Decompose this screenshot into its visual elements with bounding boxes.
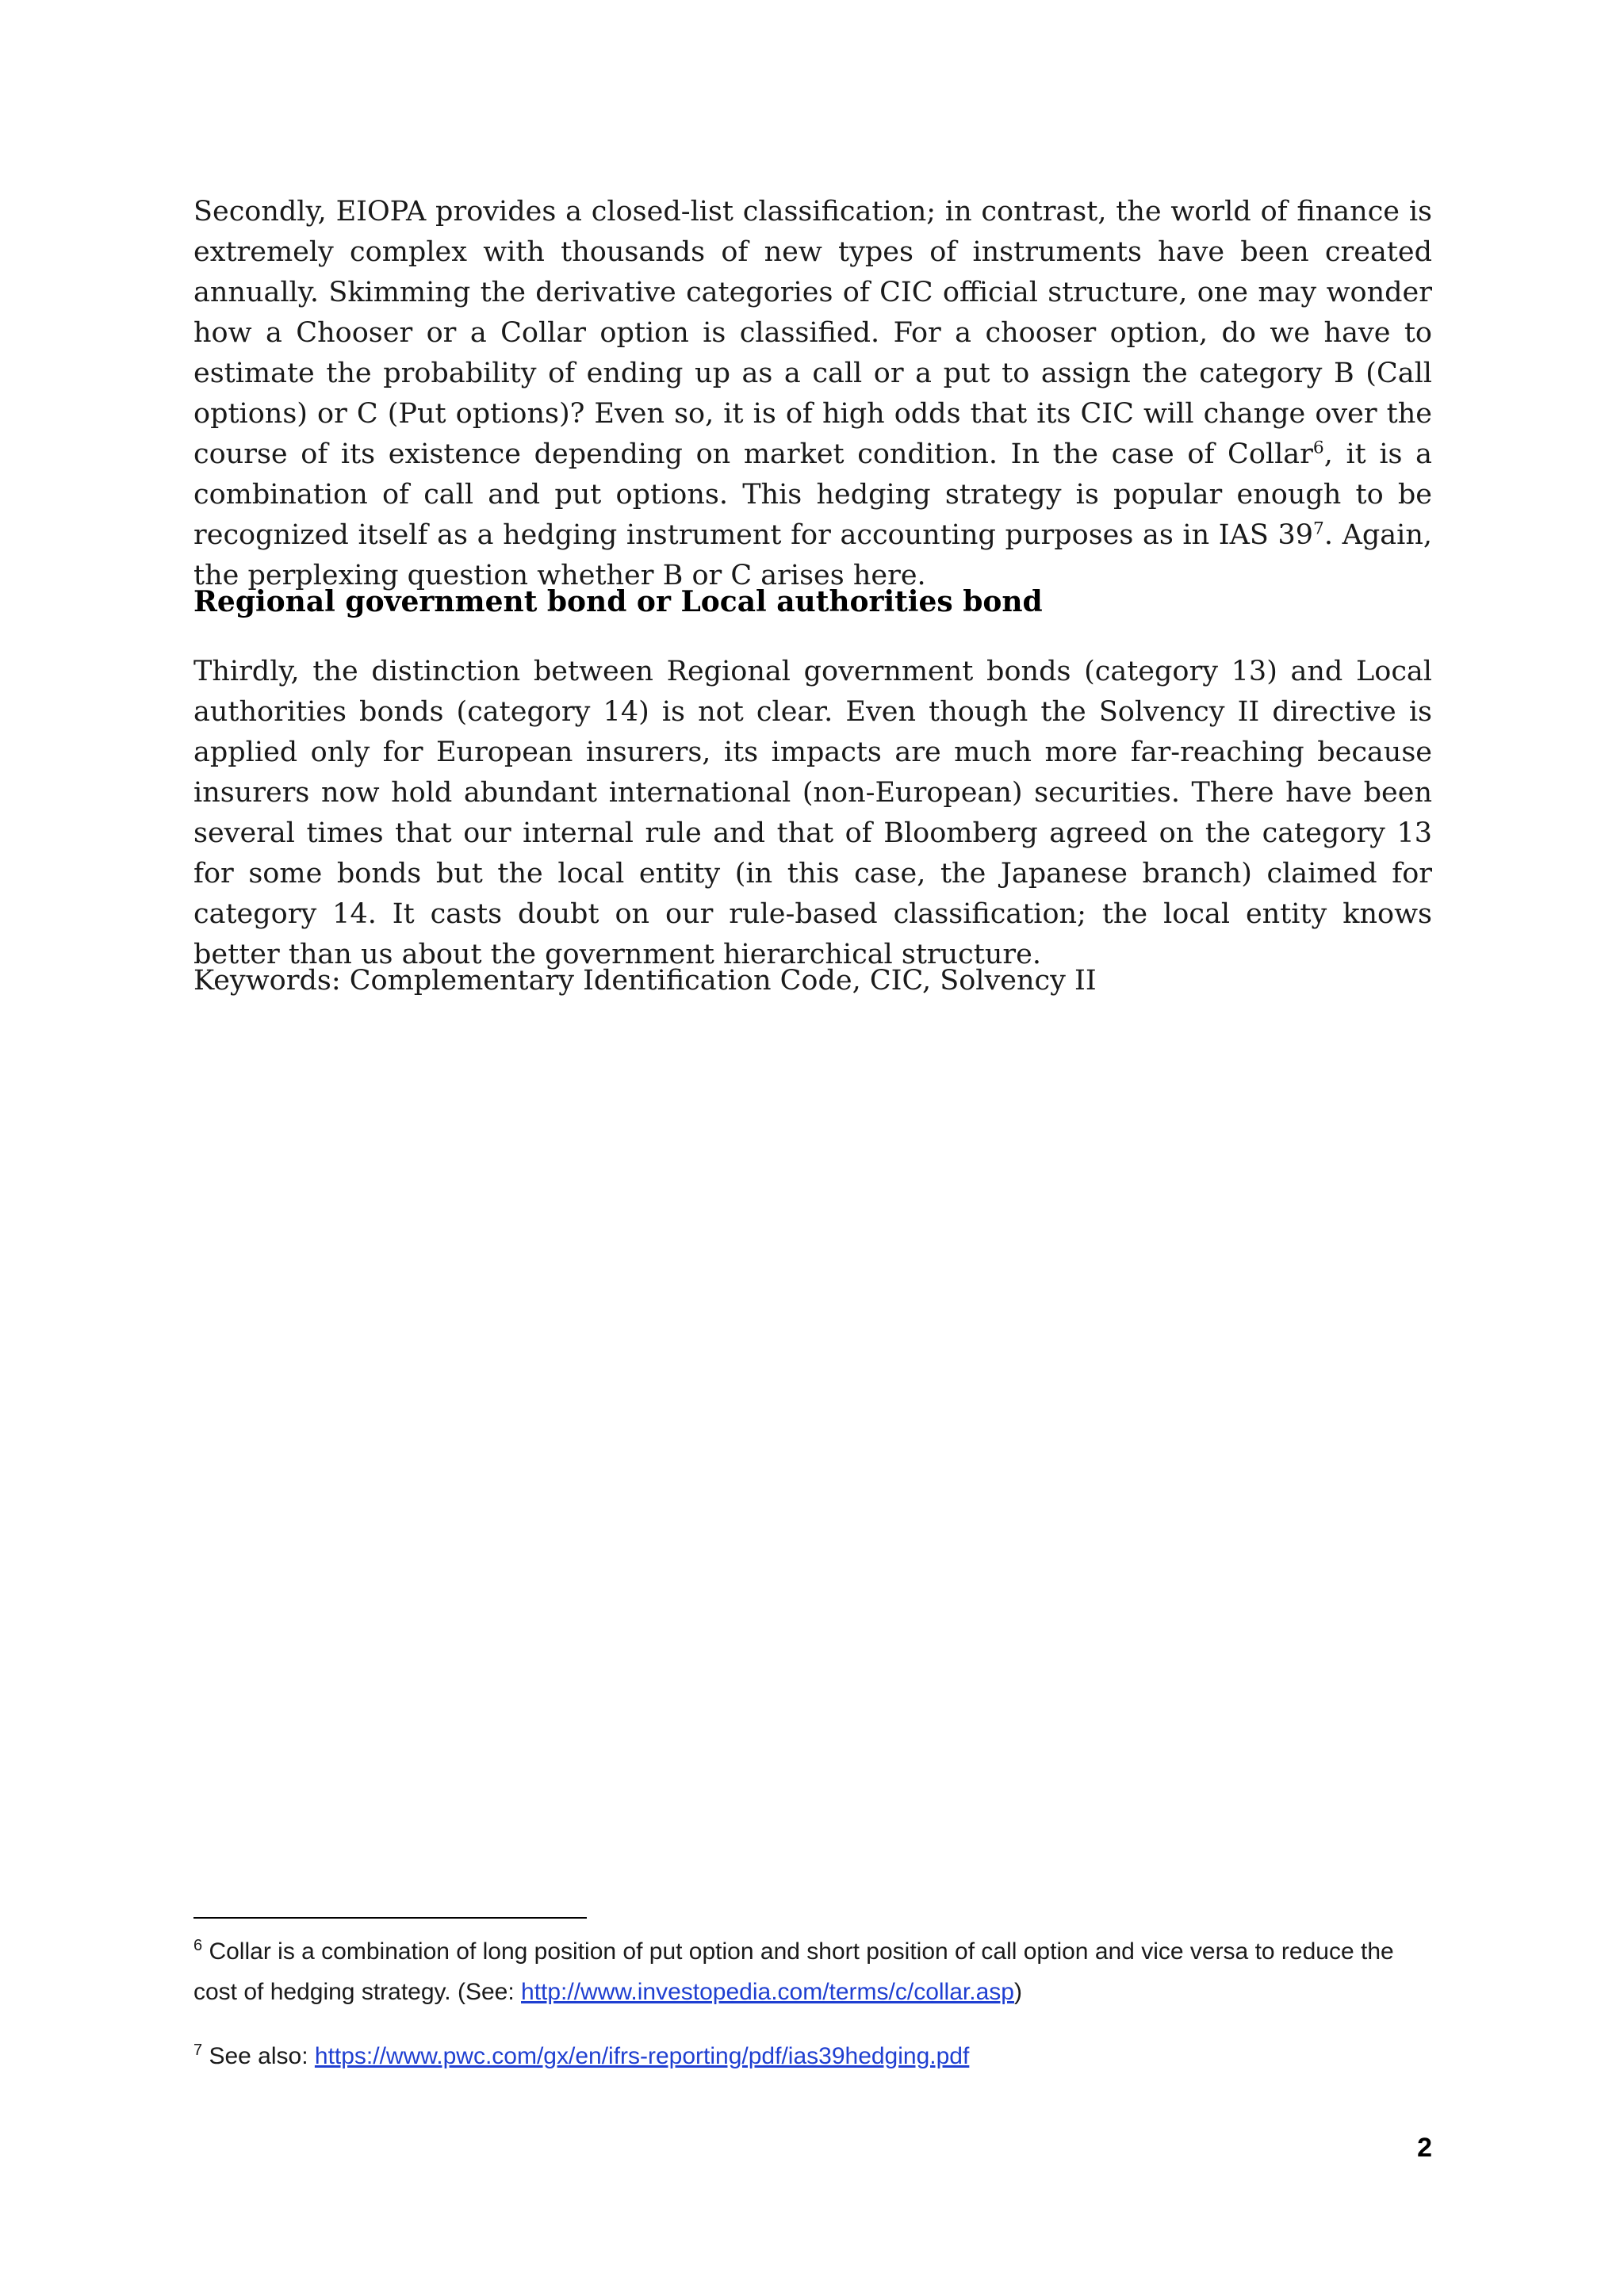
paragraph-secondly xyxy=(193,192,1432,596)
pwc-link[interactable]: https://www.pwc.com/gx/en/ifrs-reporting/pdf/ias39hedging.pdf xyxy=(314,2043,970,2069)
footnote-text: Collar is a combination of long position of put option and short position of call option and vice versa to reduce the cost of hedging strategy. (See: xyxy=(193,1938,1394,2005)
paragraph-text: , it is a combination of call and put options. This hedging strategy is popular enough to be recognized itself as a hedging instrument for accounting purposes as in IAS 39 xyxy=(193,438,1432,551)
footnote-text: ) xyxy=(1013,1979,1022,2005)
keywords-line: Keywords: Complementary Identification Code, CIC, Solvency II xyxy=(193,965,1097,997)
paragraph-thirdly: Thirdly, the distinction between Regional government bonds (category 13) and Local authorities bonds (category 14) is not clear. Even though the Solvency II directive is applied only for European insurers, its impacts are much more far-reaching because insurers now hold abundant international (non-European) securities. There have been several times that our internal rule and that of Bloomberg agreed on the category 13 for some bonds but the local entity (in this case, the Japanese branch) claimed for category 14. It casts doubt on our rule-based classification; the local entity knows better than us about the government hierarchical structure. xyxy=(193,656,1432,970)
footnote-6 xyxy=(193,1931,1432,2012)
paragraph-text: Secondly, EIOPA provides a closed-list classification; in contrast, the world of finance is extremely complex with thousands of new types of instruments have been created annually. Skimming the derivative categories of CIC official structure, one may wonder how a Chooser or a Collar option is classified. For a chooser option, do we have to estimate the probability of ending up as a call or a put to assign the category B (Call options) or C (Put options)? Even so, it is of high odds that its CIC will change over the course of its existence depending on market condition. In the case of Collar xyxy=(193,196,1432,470)
paragraph-text: . Again, the perplexing question whether B or C arises here. xyxy=(193,519,1432,591)
footnote-mark: 7 xyxy=(193,2042,203,2059)
footnote-7 xyxy=(193,2036,1432,2076)
investopedia-link[interactable]: http://www.investopedia.com/terms/c/collar.asp xyxy=(521,1979,1014,2005)
section-heading: Regional government bond or Local authorities bond xyxy=(193,585,1043,618)
footnote-mark: 6 xyxy=(193,1937,203,1954)
page-number: 2 xyxy=(1417,2133,1432,2163)
footnote-text: See also: xyxy=(202,2043,315,2069)
footnote-ref-6[interactable]: 6 xyxy=(1312,438,1324,458)
footnote-separator xyxy=(193,1917,587,1919)
footnote-ref-7[interactable]: 7 xyxy=(1313,519,1324,539)
